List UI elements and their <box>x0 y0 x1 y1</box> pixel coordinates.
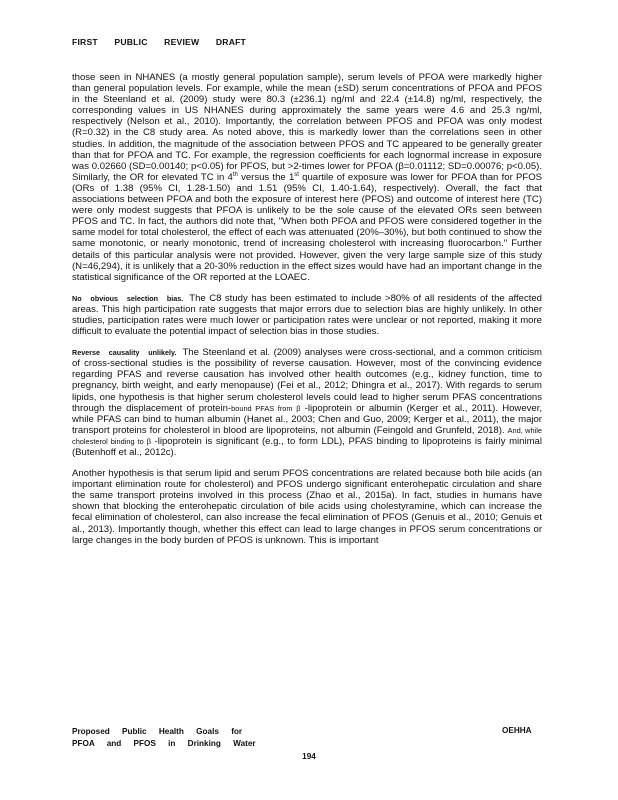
footer-line-2: PFOA and PFOS in Drinking Water <box>72 739 256 748</box>
paragraph-reverse-causality: Reverse causality unlikely. The Steenland et al. (2009) analyses were cross-sectional, and a common criticism of cross-sectional studies is the possibility of reverse causation. However, most of the convincing evidence regarding PFAS and reverse causation has involved other health outcomes (e.g., kidney function, time to pregnancy, birth weight, and early menopause) (Fei et al., 2012; Dhingra et al., 2017). With regards to serum lipids, one hypothesis is that higher serum cholesterol levels could lead to higher serum PFAS concentrations through the displacement of protein-bound PFAS from β -lipoprotein or albumin (Kerger et al., 2011). However, while PFAS can bind to human albumin (Hanet al., 2003; Chen and Guo, 2009; Kerger et al., 2011), the major transport proteins for cholesterol in blood are lipoproteins, not albumin (Feingold and Grunfeld, 2018). And, while cholesterol binding to β -lipoprotein is significant (e.g., to form LDL), PFAS binding to lipoproteins is fairly minimal (Butenhoff et al., 2012c). <box>72 347 543 458</box>
paragraph-lead-selection-bias: No obvious selection bias. <box>72 293 184 303</box>
footer-line-1: Proposed Public Health Goals for <box>72 727 243 736</box>
page-number: 194 <box>302 752 316 761</box>
paragraph-selection-bias: No obvious selection bias. The C8 study has been estimated to include >80% of all residents of the affected areas. This high participation rate suggests that major errors due to selection bias are highly unlikely. In other studies, participation rates were much lower or participation rates were unclear or not reported, making it more difficult to evaluate the potential impact of selection bias in those studies. <box>72 292 542 338</box>
paragraph-lead-reverse-causality: Reverse causality unlikely. <box>72 348 177 358</box>
paragraph-1: those seen in NHANES (a mostly general population sample), serum levels of PFOA were markedly higher than general population levels. For example, while the mean (±SD) serum concentrations of PFOA and PFOS in the Steenland et al. (2009) study were 80.3 (±236.1) ng/ml and 22.4 (±14.8) ng/ml, respectively, the corresponding values in US NHANES during approximately the same years were 4.6 and 25.3 ng/ml, respectively (Nelson et al., 2010). Importantly, the correlation between PFOS and PFOA was only modest (R=0.32) in the C8 study area. As noted above, this is markedly lower than the correlations seen in other studies. In addition, the magnitude of the association between PFOS and TC appeared to be generally greater than that for PFOA and TC. For example, the regression coefficients for each lognormal increase in exposure was 0.02660 (SD=0.00140; p<0.05) for PFOS, but >2-times lower for PFOA (β=0.01112; SD=0.00076; p<0.05). Similarly, the OR for elevated TC in 4th versus the 1st quartile of exposure was lower for PFOA than for PFOS (ORs of 1.38 (95% CI, 1.28-1.50) and 1.51 (95% CI, 1.40-1.64), respectively). Overall, the fact that associations between PFOA and both the exposure of interest here (PFOS) and outcome of interest here (TC) were only modest suggests that PFOA is unlikely to be the sole cause of the elevated ORs seen between PFOS and TC. In fact, the authors did note that, "When both PFOA and PFOS were considered together in the same model for total cholesterol, the effect of each was attenuated (20%–30%), but both continued to show the same monotonic, or nearly monotonic, trend of increasing cholesterol with increasing fluorocarbon." Further details of this particular analysis were not provided. However, given the very large sample size of this study (N=46,294), it is unlikely that a 20-30% reduction in the effect sizes would have had an important change in the statistical significance of the OR reported at the LOAEC. <box>72 72 542 283</box>
paragraph-enterohepatic: Another hypothesis is that serum lipid and serum PFOS concentrations are related because both bile acids (an important elimination route for cholesterol) and PFOS undergo significant enterohepatic circulation and share the same transport proteins involved in this process (Zhao et al., 2015a). In fact, studies in humans have shown that blocking the enterohepatic circulation of bile acids using cholestyramine, which can increase the fecal elimination of cholesterol, can also increase the fecal elimination of PFOS (Genuis et al., 2010; Genuis et al., 2013). Importantly though, whether this effect can lead to large changes in PFOS serum concentrations or large changes in the body burden of PFOS is unknown. This is important <box>72 468 542 546</box>
document-body <box>72 72 542 556</box>
footer-agency: OEHHA <box>502 726 532 735</box>
running-header: FIRST PUBLIC REVIEW DRAFT <box>72 37 246 47</box>
footer-title <box>72 726 256 750</box>
